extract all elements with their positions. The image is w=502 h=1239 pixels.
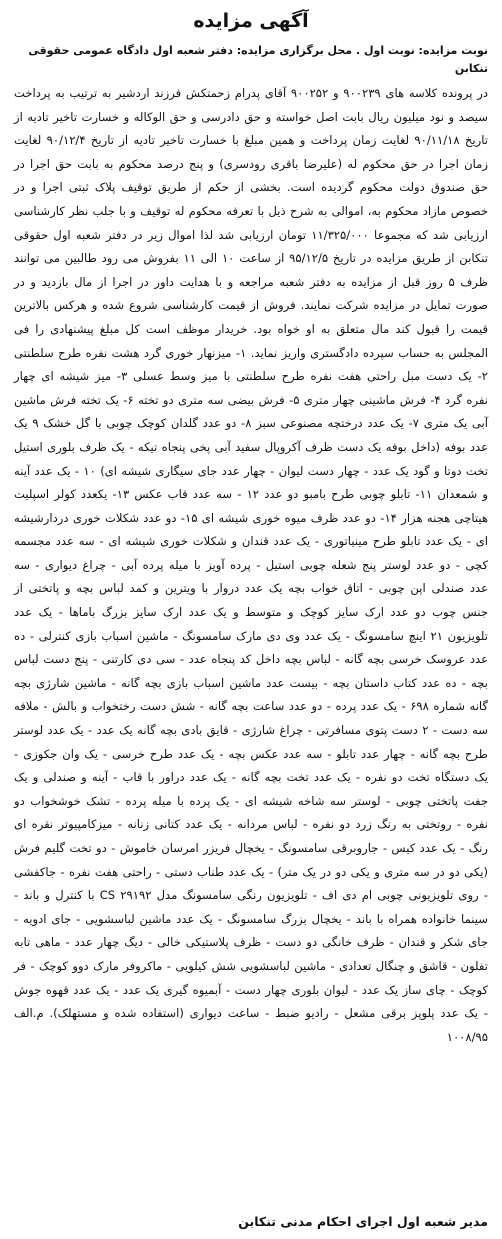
notice-signature: مدیر شعبه اول اجرای احکام مدنی تنکابن — [238, 1214, 488, 1229]
notice-body: در پرونده کلاسه های ۹۰۰۲۳۹ و ۹۰۰۲۵۲ آقای پدرام زحمتکش فرزند اردشیر به ترتیب به پرداخت سیصد و نود میلیون ریال بابت اصل خواسته و حق دادرسی و حق الوکاله و خسارت تاخیر تادیه از تاریخ ۹۰/۱۱/۱۸ لغایت زمان پرداخت و همین مبلغ با خسارت تاخیر تادیه از تاریخ ۹۰/۱۲/۴ لغایت زمان اجرا در حق محکوم له (علیرضا باقری رودسری) و پنج درصد محکوم به بابت حق اجرا در حق صندوق دولت محکوم گردیده است. بخشی از حکم از طریق توقیف پلاک ثبتی اجرا و در خصوص مازاد محکوم به، اموالی به شرح ذیل با تعرفه محکوم له توقیف و با جلب نظر کارشناسی ارزیابی شد که مجموعا ۱۱/۳۲۵/۰۰۰ تومان ارزیابی شد لذا اموال زیر در دفتر شعبه اول حقوقی تنکابن از طریق مزایده در تاریخ ۹۵/۱۲/۵ از ساعت ۱۰ الی ۱۱ بفروش می رود طالبین می توانند ظرف ۵ روز قبل از مزایده به دفتر شعبه مراجعه و با هدایت داور در اجرا از مال بازدید و در صورت تمایل در مزایده شرکت نمایند. فروش از قیمت کارشناسی شروع شده و هرکس بالاترین قیمت را قبول کند مال متعلق به او خواه بود. خریدار موظف است کل مبلغ پیشنهادی را فی المجلس به حساب سپرده دادگستری واریز نماید. ۱- میزنهار خوری گرد هشت نفره طرح سلطنتی ۲- یک دست مبل راحتی هفت نفره طرح سلطنتی با میز وسط عسلی ۳- میز شیشه ای چهار نفره گرد ۴- فرش ماشینی چهار متری ۵- فرش بیضی سه متری دو تخته ۶- یک تخته فرش ماشین آبی یک متری ۷- یک عدد درختچه مصنوعی سبز ۸- دو عدد گلدان کوچک چوبی با گل خشک ۹ یک عدد بوفه (داخل بوفه یک دست ظرف آکروپال سفید آبی پخی پنجاه تیکه - یک ظرف بلوری استیل تخت دوتا و گود یک عدد - چهار دست لیوان - چهار عدد جای سیگاری شیشه ای) ۱۰ - یک عدد آینه و شمعدان ۱۱- تابلو چوبی طرح بامبو دو عدد ۱۲ - سه عدد قاب عکس ۱۳- یکعدد کولر اسپلیت هیتاچی هجنه هزار ۱۴- دو عدد ظرف میوه خوری شیشه ای ۱۵- دو عدد شکلات خوری دردارشیشه ای - یک عدد تابلو طرح مینیاتوری - یک عدد قندان و شکلات خوری شیشه ای - سه عدد مجسمه کچی - دو عدد لوستر پنج شعله چوبی استیل - پرده آویز با میله پرده آبی - چراغ دیواری - سه عدد صندلی اپن چوبی - اتاق خواب بچه یک عدد دروار با ویترین و کمد لباس بچه و پاتختی از جنس چوب دو عدد ارک سایز کوچک و متوسط و یک عدد ارک سایز بزرگ باماها - یک عدد تلویزیون ۲۱ اینچ سامسونگ - یک عدد وی دی مارک سامسونگ - ماشین اسباب بازی کنترلی - ده عدد عروسک خرسی بچه گانه - لباس بچه داخل کد پنجاه عدد - سی دی کارتنی - پنج دست لباس بچه - ده عدد کتاب داستان بچه - بیست عدد ماشین اسباب بازی بچه گانه - ماشین شارژی بچه گانه شماره ۶۹۸ - یک عدد پرده - دو عدد ساعت بچه گانه - شش دست رختخواب و بالش - ملافه سه دست - ۲ دست پتوی مسافرتی - چراغ شارژی - قایق بادی بچه گانه یک عدد - یک عدد لوستر طرح بچه گانه - چهار عدد تابلو - سه عدد عکس بچه - یک عدد طرح خرسی - یک وان جکوزی - یک دستگاه تخت دو نفره - یک عدد تخت بچه گانه - یک عدد دراور با قاب - آینه و صندلی و یک جفت پاتختی چوبی - لوستر سه شاخه شیشه ای - یک پرده با میله پرده - تشک خوشخواب دو نفره - روتختی به رنگ زرد دو نفره - لباس مردانه - یک عدد کتانی زنانه - میزکامپیوتر نقره ای رنگ - یک عدد کیس - جاروبرقی سامسونگ - یخچال فریزر امرسان خاموش - دو تخت گلیم فرش (یکی دو در سه متری و یکی دو در یک متر) - یک عدد طناب دستی - راحتی هفت نفره - جاکفشی - روی تلویزیونی چوبی ام دی اف - تلویزیون رنگی سامسونگ مدل CS ۲۹۱۹۲ با کنترل و باند - سینما خانواده همراه با باند - یخچال بزرگ سامسونگ - یک عدد ماشین لباسشویی - جای ادویه - جای شکر و قندان - ظرف خانگی دو دست - ظرف پلاستیکی خالی - دیگ چهار عدد - ماهی تابه تفلون - قاشق و چنگال تعدادی - ماشین لباسشویی شش کیلویی - ماکروفر مارک دوو کوچک - فر کوچک - چای ساز یک عدد - لیوان بلوری چهار دست - آبمیوه گیری یک عدد - یک عدد قهوه جوش - یک عدد پلوپز برقی مشعل - رادیو ضبط - ساعت دیواری (استفاده شده و مستهلک). م.الف ۱۰۰۸/۹۵ — [14, 86, 488, 1044]
notice-title: آگهی مزایده — [193, 10, 309, 32]
auction-meta-line: نوبت مزایده: نوبت اول . محل برگزاری مزایده: دفتر شعبه اول دادگاه عمومی حقوقی تنکابن — [28, 44, 488, 75]
